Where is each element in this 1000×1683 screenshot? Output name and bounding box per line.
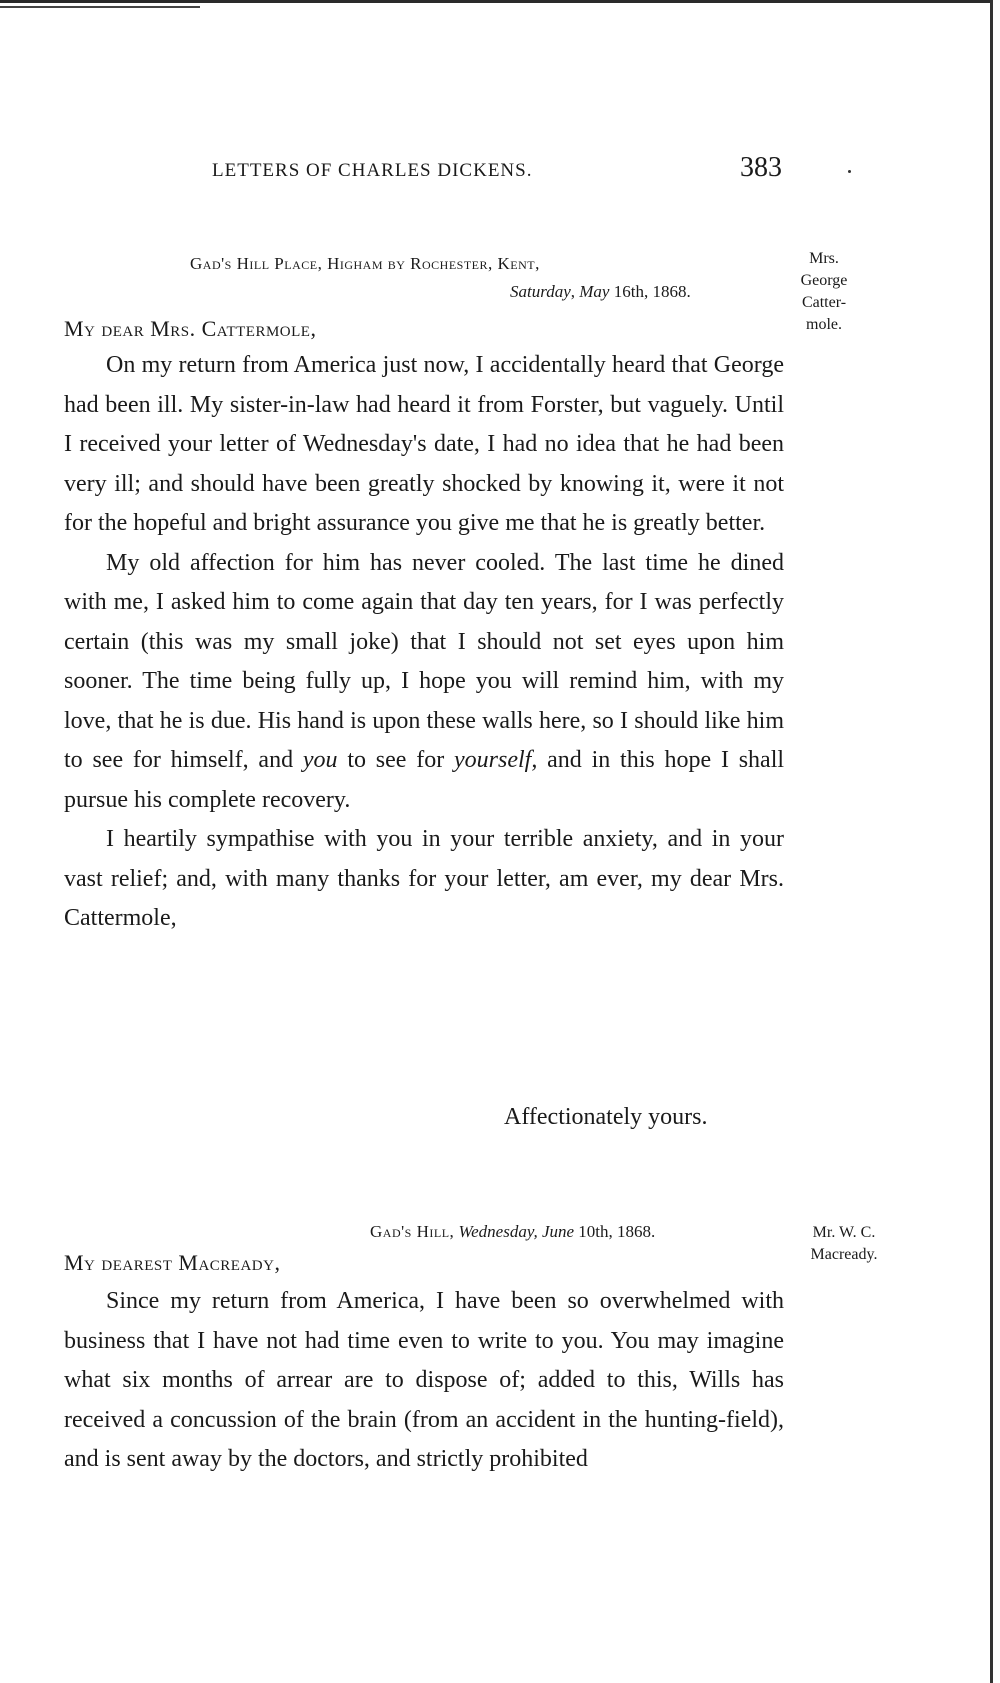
speck: [848, 170, 851, 173]
letter1-closing: Affectionately yours.: [504, 1104, 708, 1130]
letter2-paragraph-1: Since my return from America, I have been so overwhelmed with business that I have not had time even to write to you. You may imagine what six months of arrear are to dispose of; added to this, Wills has received a concussion of the brain (from an accident in the hunting-field), and is sent away by the doctors, and strictly prohibited: [64, 1288, 784, 1472]
running-head: LETTERS OF CHARLES DICKENS.: [212, 160, 533, 181]
margin-note-line: Macready.: [810, 1246, 878, 1263]
letter2-date-text: Wednesday, June: [458, 1222, 575, 1241]
letter1-paragraph-3: I heartily sympathise with you in your terrible anxiety, and in your vast relief; and, with many thanks for your letter, am ever, my dear Mrs. Cattermole,: [64, 826, 784, 931]
letter2-date-rest: 10th, 1868.: [578, 1222, 656, 1241]
letter1-paragraph-1: On my return from America just now, I accidentally heard that George had been ill. My sister-in-law had heard it from Forster, but vaguely. Until I received your letter of Wednesday's date, I had no idea that he had been very ill; and should have been greatly shocked by knowing it, were it not for the hopeful and bright assurance you give me that he is greatly better.: [64, 352, 784, 536]
letter1-date-day: Saturday: [510, 282, 571, 301]
letter2-salutation: My dearest Macready,: [64, 1250, 281, 1275]
letter1-emphasis-yourself: yourself,: [454, 747, 538, 773]
page-number: 383: [740, 152, 782, 183]
margin-note-line: Mr. W. C.: [812, 1224, 876, 1241]
letter2-body: [64, 1282, 784, 1480]
margin-note-line: Mrs.: [809, 250, 839, 267]
letter2-address: [370, 1222, 655, 1242]
letter2-margin-note: [796, 1222, 892, 1266]
top-edge-rule-secondary: [0, 6, 200, 8]
letter1-paragraph-2-text: My old affection for him has never cooled. The last time he dined with me, I asked him to come again that day ten years, for I was perfectly certain (this was my small joke) that I should not set eyes upon him sooner. The time being fully up, I hope you will remind him, with my love, that he is due. His hand is upon these walls here, so I should like him to see for himself, and: [64, 549, 784, 773]
letter1-body: [64, 346, 784, 939]
letter1-date-rest: 16th, 1868.: [613, 282, 691, 301]
margin-note-line: George: [800, 272, 848, 289]
letter1-address: Gad's Hill Place, Higham by Rochester, Kent,: [190, 254, 540, 273]
letter1-paragraph-2-end: and in this hope I shall pursue his complete recovery.: [64, 747, 785, 813]
letter1-margin-note: [788, 248, 860, 336]
top-edge-rule: [0, 0, 990, 3]
margin-note-line: Catter-: [801, 294, 847, 311]
letter1-emphasis-you: you: [302, 747, 338, 773]
letter2-place: Gad's Hill,: [370, 1222, 455, 1241]
margin-note-line: mole.: [806, 316, 842, 333]
letter1-paragraph-2: [64, 544, 784, 821]
right-page-edge: [990, 0, 993, 1683]
letter1-date-month: May: [579, 282, 610, 301]
letter1-date: Saturday, May 16th, 1868.: [510, 282, 691, 301]
letter1-salutation: My dear Mrs. Cattermole,: [64, 316, 317, 341]
letter1-paragraph-2-cont: to see for: [347, 747, 445, 773]
